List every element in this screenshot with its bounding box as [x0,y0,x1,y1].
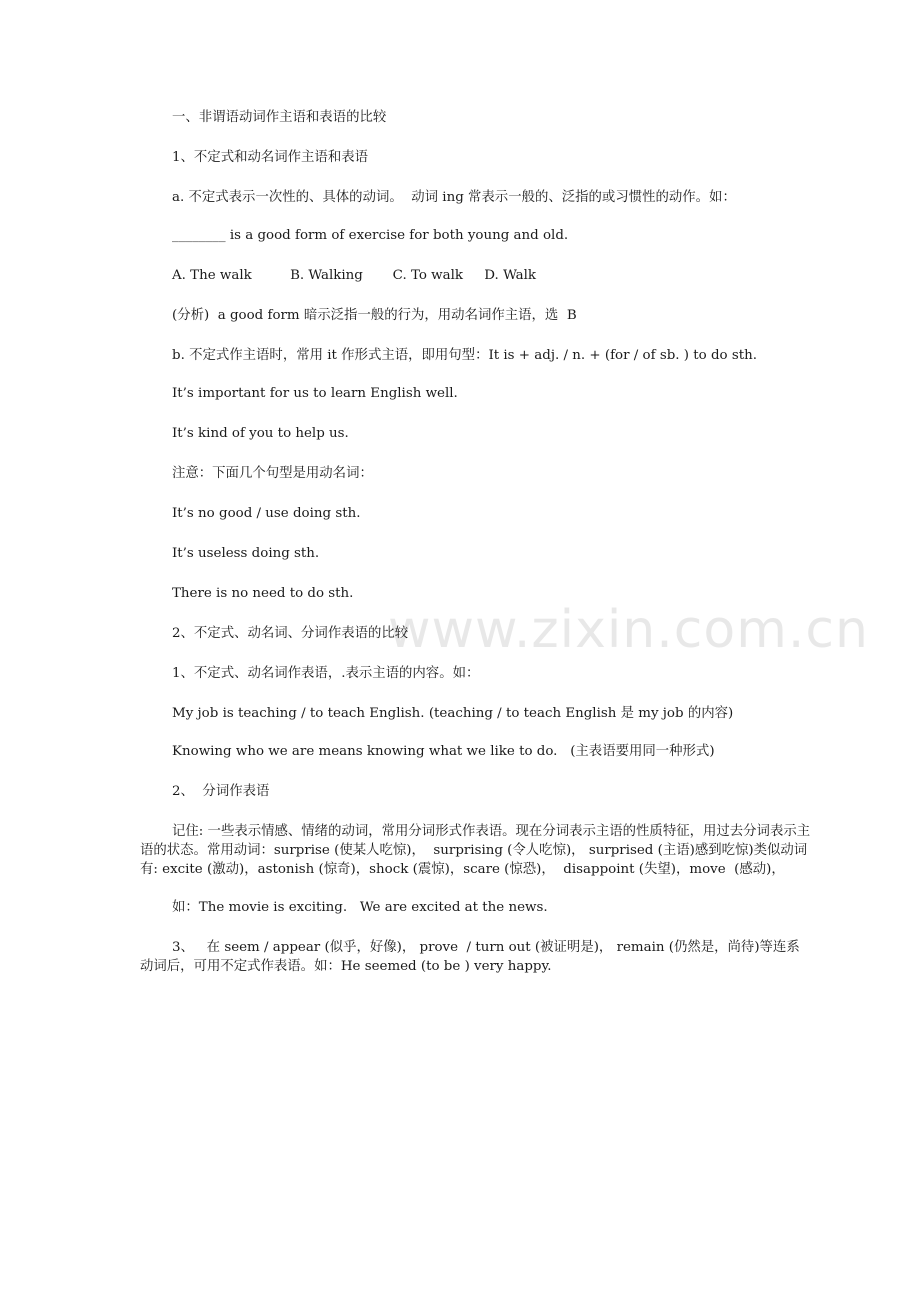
paragraph-rule-b: b. 不定式作主语时，常用 it 作形式主语，即用句型：It is + adj. / n. + (for / of sb. ) to do sth. [172,348,757,363]
point-2-explanation: 记住: 一些表示情感、情绪的动词，常用分词形式作表语。现在分词表示主语的性质特征，用过去分词表示主语的状态。常用动词：surprise (使某人吃惊)， surprising (令人吃惊)， surprised (主语)感到吃惊)类似动词有: excite (激动)，astonish (惊奇)，shock (震惊)，scare (惊恐)， disappoint (失望)，move (感动)， [140,824,811,877]
paragraph-rule-a: a. 不定式表示一次性的、具体的动词。 动词 ing 常表示一般的、泛指的或习惯性的动作。如： [172,190,736,205]
point-2-heading: 2、 分词作表语 [172,784,270,799]
note-heading: 注意：下面几个句型是用动名词： [172,466,373,481]
note-pattern-2: It’s useless doing sth. [172,546,320,561]
point-1-example: My job is teaching / to teach English. (teaching / to teach English 是 my job 的内容) [172,706,734,721]
watermark: www.zixin.com.cn [388,600,869,660]
document-body [140,108,812,997]
subheading-predicative-comparison: 2、不定式、动名词、分词作表语的比较 [172,626,409,641]
point-1-heading: 1、不定式、动名词作表语，.表示主语的内容。如： [172,666,480,681]
example-sentence-1: It’s important for us to learn English well. [172,386,458,401]
note-pattern-3: There is no need to do sth. [172,586,354,601]
point-2-example: 如：The movie is exciting. We are excited at the news. [172,900,548,915]
subheading-infinitive-gerund: 1、不定式和动名词作主语和表语 [172,150,368,165]
example-analysis: (分析) a good form 暗示泛指一般的行为，用动名词作主语，选 B [172,308,577,323]
note-pattern-1: It’s no good / use doing sth. [172,506,361,521]
example-question: ________ is a good form of exercise for both young and old. [172,228,569,243]
example-sentence-2: It’s kind of you to help us. [172,426,349,441]
point-3-explanation: 3、 在 seem / appear (似乎，好像)， prove / turn out (被证明是)， remain (仍然是，尚待)等连系动词后，可用不定式作表语。如：He seemed (to be ) very happy. [140,940,800,974]
point-1-example-2: Knowing who we are means knowing what we like to do. (主表语要用同一种形式) [172,744,715,759]
example-options: A. The walk B. Walking C. To walk D. Walk [172,268,537,283]
section-heading-1: 一、非谓语动词作主语和表语的比较 [172,110,387,125]
